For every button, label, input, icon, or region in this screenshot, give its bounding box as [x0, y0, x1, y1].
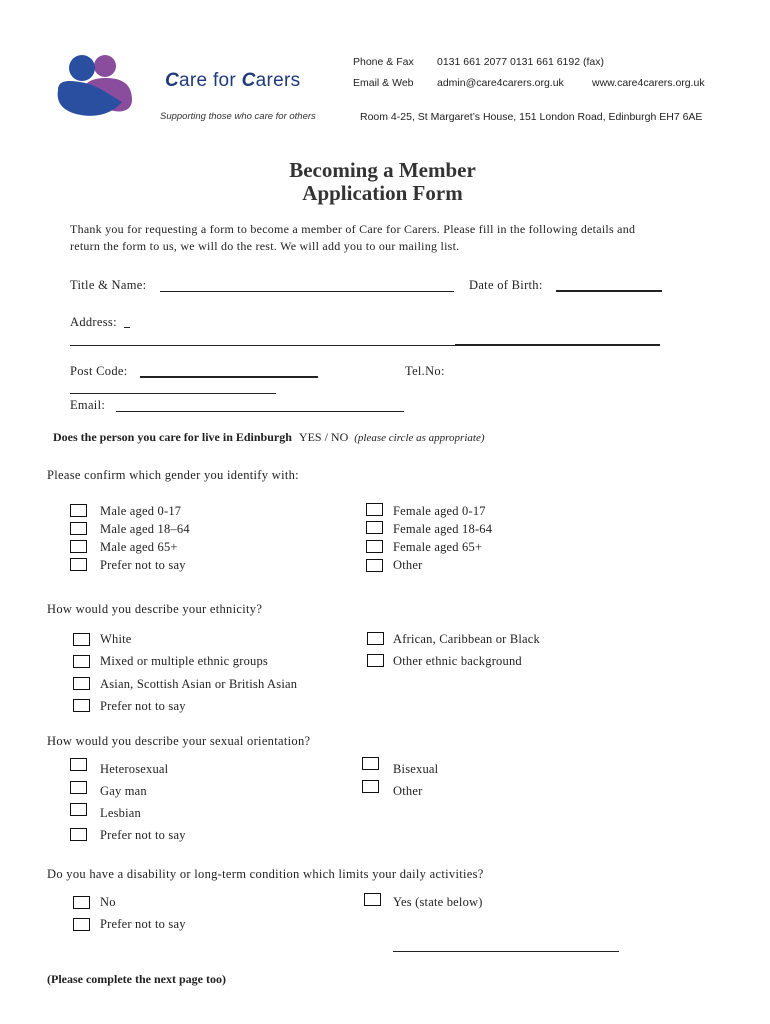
logo-blue-head: [69, 55, 95, 81]
checkbox-disability-yes[interactable]: [364, 893, 381, 906]
checkbox-orientation-prefer-not[interactable]: [70, 828, 87, 841]
logo-purple-head: [94, 55, 116, 77]
option-lesbian: Lesbian: [100, 806, 141, 820]
checkbox-other-ethnic[interactable]: [367, 654, 384, 667]
postcode-line[interactable]: [140, 376, 318, 378]
office-address: Room 4-25, St Margaret’s House, 151 London Road, Edinburgh EH7 6AE: [360, 111, 703, 123]
email-value: admin@care4carers.org.uk: [437, 77, 564, 89]
checkbox-heterosexual[interactable]: [70, 758, 87, 771]
checkbox-disability-no[interactable]: [73, 896, 90, 909]
option-heterosexual: Heterosexual: [100, 762, 169, 776]
option-female-65-plus: Female aged 65+: [393, 540, 483, 554]
org-name-part-1: are for: [179, 70, 242, 91]
option-bisexual: Bisexual: [393, 762, 439, 776]
email-field-label: Email:: [70, 398, 106, 412]
form-title-line2: Application Form: [302, 181, 463, 205]
option-disability-yes: Yes (state below): [393, 895, 483, 909]
option-ethnicity-prefer-not: Prefer not to say: [100, 699, 186, 713]
option-male-0-17: Male aged 0-17: [100, 504, 182, 518]
next-page-note: (Please complete the next page too): [47, 972, 226, 986]
checkbox-lesbian[interactable]: [70, 803, 87, 816]
org-name-part-2: arers: [255, 70, 301, 91]
tagline: Supporting those who care for others: [160, 111, 316, 122]
checkbox-female-65-plus[interactable]: [366, 540, 383, 553]
option-mixed: Mixed or multiple ethnic groups: [100, 654, 268, 668]
checkbox-bisexual[interactable]: [362, 757, 379, 770]
edinburgh-note: (please circle as appropriate): [354, 432, 485, 444]
option-male-65-plus: Male aged 65+: [100, 540, 178, 554]
phone-value: 0131 661 2077 0131 661 6192 (fax): [437, 56, 604, 68]
checkbox-disability-prefer-not[interactable]: [73, 918, 90, 931]
tel-label: Tel.No:: [405, 364, 445, 378]
option-asian: Asian, Scottish Asian or British Asian: [100, 677, 298, 691]
edinburgh-question: Does the person you care for live in Edinburgh: [53, 430, 292, 444]
email-label: Email & Web: [353, 77, 414, 89]
option-gay-man: Gay man: [100, 784, 147, 798]
option-orientation-prefer-not: Prefer not to say: [100, 828, 186, 842]
intro-line-2: return the form to us, we will do the rest. We will add you to our mailing list.: [70, 239, 460, 253]
org-name-initial-2: C: [241, 70, 256, 91]
logo-icon: [52, 50, 138, 120]
checkbox-gender-other[interactable]: [366, 559, 383, 572]
checkbox-male-18-64[interactable]: [70, 522, 87, 535]
edinburgh-question-row: [53, 430, 485, 445]
checkbox-male-0-17[interactable]: [70, 504, 87, 517]
checkbox-female-0-17[interactable]: [366, 503, 383, 516]
checkbox-gender-prefer-not[interactable]: [70, 558, 87, 571]
checkbox-asian[interactable]: [73, 677, 90, 690]
checkbox-african-caribbean-black[interactable]: [367, 632, 384, 645]
disability-question: Do you have a disability or long-term condition which limits your daily activities?: [47, 867, 484, 881]
title-name-line[interactable]: [160, 291, 454, 292]
title-name-label: Title & Name:: [70, 278, 147, 292]
option-african-caribbean-black: African, Caribbean or Black: [393, 632, 541, 646]
checkbox-ethnicity-prefer-not[interactable]: [73, 699, 90, 712]
checkbox-male-65-plus[interactable]: [70, 540, 87, 553]
orientation-question: How would you describe your sexual orientation?: [47, 734, 311, 748]
option-other-ethnic: Other ethnic background: [393, 654, 522, 668]
option-disability-prefer-not: Prefer not to say: [100, 917, 186, 931]
disability-details-line[interactable]: [393, 951, 619, 952]
edinburgh-yes-no[interactable]: YES / NO: [298, 430, 349, 444]
intro-line-1: Thank you for requesting a form to become a member of Care for Carers. Please fill in the following details and: [70, 222, 636, 236]
org-name-initial-1: C: [165, 70, 180, 91]
form-title-line1: Becoming a Member: [289, 158, 476, 182]
option-gender-prefer-not: Prefer not to say: [100, 558, 186, 572]
address-line-stub: [124, 327, 130, 328]
option-disability-no: No: [100, 895, 116, 909]
address-line[interactable]: [70, 345, 455, 346]
checkbox-female-18-64[interactable]: [366, 521, 383, 534]
dob-label: Date of Birth:: [469, 278, 543, 292]
checkbox-gay-man[interactable]: [70, 781, 87, 794]
option-female-18-64: Female aged 18-64: [393, 522, 493, 536]
tel-line[interactable]: [70, 393, 276, 394]
organisation-name: [165, 70, 300, 92]
address-line-end[interactable]: [455, 344, 660, 346]
option-gender-other: Other: [393, 558, 423, 572]
postcode-label: Post Code:: [70, 364, 128, 378]
option-female-0-17: Female aged 0-17: [393, 504, 486, 518]
option-male-18-64: Male aged 18–64: [100, 522, 190, 536]
option-orientation-other: Other: [393, 784, 423, 798]
dob-line[interactable]: [556, 290, 662, 292]
email-line[interactable]: [116, 411, 404, 412]
checkbox-mixed[interactable]: [73, 655, 90, 668]
website-value: www.care4carers.org.uk: [592, 77, 705, 89]
phone-label: Phone & Fax: [353, 56, 414, 68]
gender-question: Please confirm which gender you identify with:: [47, 468, 299, 482]
address-label: Address:: [70, 315, 117, 329]
checkbox-white[interactable]: [73, 633, 90, 646]
option-white: White: [100, 632, 132, 646]
checkbox-orientation-other[interactable]: [362, 780, 379, 793]
ethnicity-question: How would you describe your ethnicity?: [47, 602, 263, 616]
